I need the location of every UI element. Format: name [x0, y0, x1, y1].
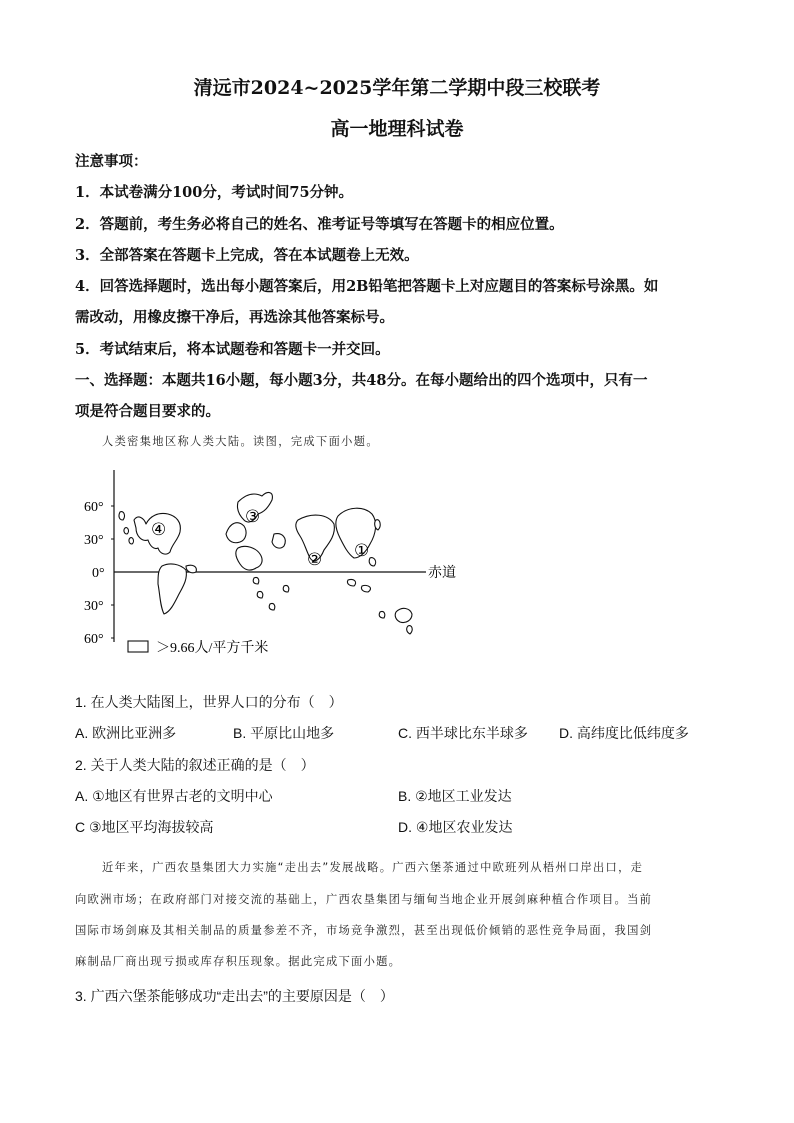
q1-stem: 1. 在人类大陆图上，世界人口的分布（ ）	[75, 694, 343, 710]
notice-item-4-cont: 需改动，用橡皮擦干净后，再选涂其他答案标号。	[75, 309, 394, 326]
passage-line: 麻制品厂商出现亏损或库存积压现象。据此完成下面小题。	[75, 955, 402, 968]
island-shape	[361, 585, 370, 592]
q1-option-c: C. 西半球比东半球多	[398, 725, 528, 741]
island-shape	[253, 577, 259, 584]
section-heading: 一、选择题：本题共16小题，每小题3分，共48分。在每小题给出的四个选项中，只有一	[75, 372, 648, 389]
population-map	[78, 462, 468, 662]
island-shape	[283, 585, 289, 592]
region-1-label: ①	[354, 541, 370, 560]
legend-label: ＞9.66人/平方千米	[156, 641, 269, 656]
q2-stem: 2. 关于人类大陆的叙述正确的是（ ）	[75, 757, 315, 773]
intro-text: 人类密集地区称人类大陆。读图，完成下面小题。	[102, 435, 379, 448]
q3-stem: 3. 广西六堡茶能够成功“走出去”的主要原因是（ ）	[75, 988, 394, 1004]
section-heading-cont: 项是符合题目要求的。	[75, 403, 220, 420]
lat-label-0: 0°	[92, 566, 105, 581]
na-fragment-shape	[124, 528, 129, 534]
na-fragment-shape	[129, 538, 134, 544]
q2-option-b: B. ②地区工业发达	[398, 788, 512, 804]
lat-label-30s: 30°	[84, 599, 104, 614]
passage-line: 向欧洲市场；在政府部门对接交流的基础上，广西农垦集团与缅甸当地企业开展剑麻种植合作项目。当前	[75, 893, 653, 906]
region-3-label: ③	[245, 507, 261, 526]
se-asia-shape	[369, 558, 375, 566]
notice-item-4: 4．回答选择题时，选出每小题答案后，用2B铅笔把答题卡上对应题目的答案标号涂黑。如	[75, 278, 659, 295]
notice-heading: 注意事项：	[75, 153, 148, 170]
legend-swatch	[128, 641, 148, 652]
notice-item-2: 2．答题前，考生务必将自己的姓名、准考证号等填写在答题卡的相应位置。	[75, 216, 564, 233]
region-4-label: ④	[151, 520, 167, 539]
region-2-label: ②	[307, 550, 323, 569]
passage-line: 国际市场剑麻及其相关制品的质量参差不齐，市场竞争激烈，甚至出现低价倾销的恶性竞争局面，我国剑	[75, 924, 653, 937]
na-fragment-shape	[119, 512, 124, 520]
mideast-shape	[272, 534, 285, 548]
q2-option-a: A. ①地区有世界古老的文明中心	[75, 788, 273, 804]
nz-shape	[407, 626, 412, 634]
island-shape	[269, 603, 275, 610]
notice-item-1: 1．本试卷满分100分，考试时间75分钟。	[75, 184, 354, 201]
q1-option-a: A. 欧洲比亚洲多	[75, 725, 177, 741]
island-shape	[257, 591, 263, 598]
notice-item-3: 3．全部答案在答题卡上完成，答在本试题卷上无效。	[75, 247, 419, 264]
equator-label: 赤道	[428, 566, 456, 581]
exam-subtitle: 高一地理科试卷	[330, 118, 464, 140]
island-shape	[379, 611, 385, 618]
lat-label-60n: 60°	[84, 500, 104, 515]
japan-shape	[375, 520, 380, 530]
lat-label-30n: 30°	[84, 533, 104, 548]
q1-option-b: B. 平原比山地多	[233, 725, 335, 741]
australia-shape	[395, 608, 412, 622]
q1-option-d: D. 高纬度比低纬度多	[559, 725, 689, 741]
island-shape	[347, 579, 355, 586]
south-america-shape	[158, 564, 186, 614]
lat-label-60s: 60°	[84, 632, 104, 647]
africa-shape	[236, 546, 262, 570]
q2-option-d: D. ④地区农业发达	[398, 819, 513, 835]
notice-item-5: 5．考试结束后，将本试题卷和答题卡一并交回。	[75, 341, 390, 358]
exam-title: 清远市2024~2025学年第二学期中段三校联考	[193, 77, 601, 99]
q2-option-c: C ③地区平均海拔较高	[75, 819, 214, 835]
passage-line: 近年来，广西农垦集团大力实施“走出去”发展战略。广西六堡茶通过中欧班列从梧州口岸出口，走	[102, 861, 644, 874]
europe-shape	[226, 523, 246, 543]
